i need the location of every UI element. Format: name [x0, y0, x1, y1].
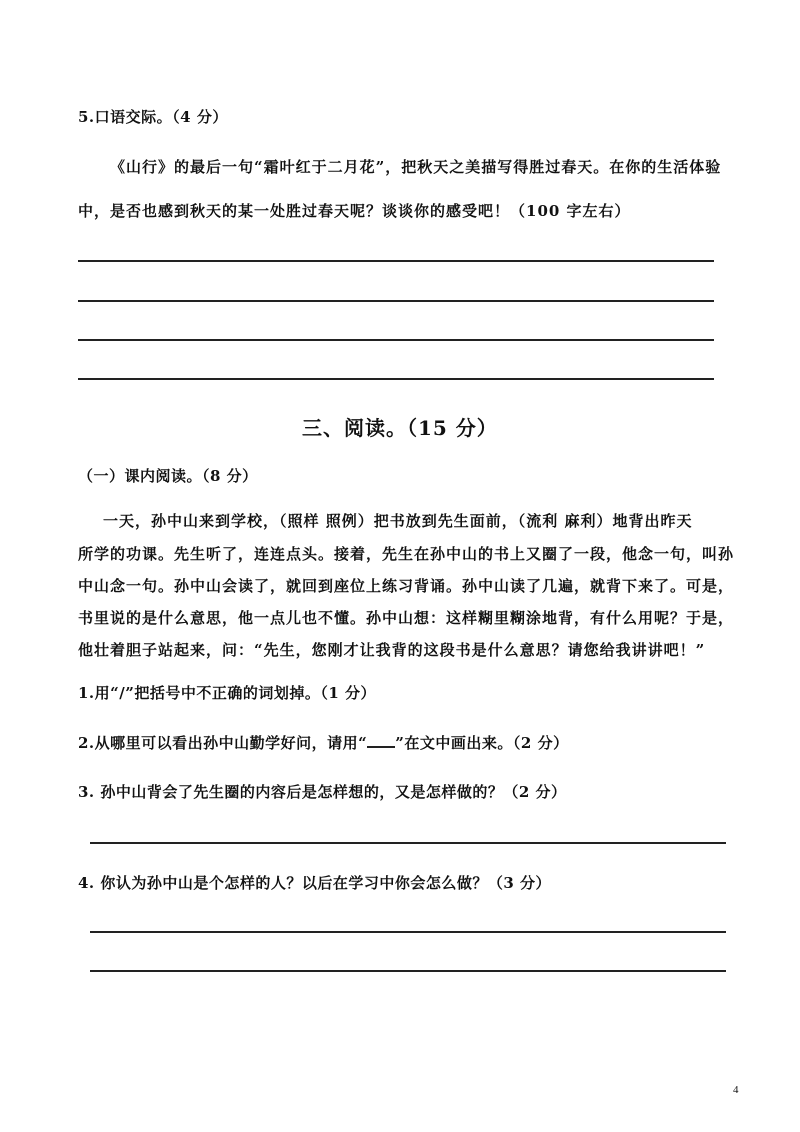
question-4: 4. 你认为孙中山是个怎样的人？以后在学习中你会怎么做？（3 分） [78, 874, 552, 892]
passage-line: 他壮着胆子站起来，问：“先生，您刚才让我背的这段书是什么意思？请您给我讲讲吧！” [78, 641, 706, 659]
question-1: 1.用“/”把括号中不正确的词划掉。（1 分） [78, 684, 377, 702]
underline-blank [367, 734, 395, 748]
question-2 [78, 732, 569, 753]
answer-line[interactable] [90, 970, 726, 972]
answer-line[interactable] [90, 842, 726, 844]
passage-line: 中山念一句。孙中山会读了，就回到座位上练习背诵。孙中山读了几遍，就背下来了。可是， [78, 577, 735, 595]
q5-title: 5.口语交际。（4 分） [78, 108, 228, 126]
passage-line: 一天，孙中山来到学校，（照样 照例）把书放到先生面前，（流利 麻利）地背出昨天 [103, 512, 693, 530]
answer-line[interactable] [90, 931, 726, 933]
page-number: 4 [733, 1084, 739, 1096]
passage-line: 书里说的是什么意思，他一点儿也不懂。孙中山想：这样糊里糊涂地背，有什么用呢？于是， [78, 609, 735, 627]
question-3: 3. 孙中山背会了先生圈的内容后是怎样想的，又是怎样做的？（2 分） [78, 783, 567, 801]
q5-prompt-line1: 《山行》的最后一句“霜叶红于二月花”，把秋天之美描写得胜过春天。在你的生活体验 [110, 158, 722, 176]
question-2-text-after: ”在文中画出来。（2 分） [395, 734, 569, 752]
passage-line: 所学的功课。先生听了，连连点头。接着，先生在孙中山的书上又圈了一段，他念一句，叫孙 [78, 545, 735, 563]
section-title: 三、阅读。（15 分） [302, 416, 498, 440]
answer-line[interactable] [78, 339, 714, 341]
answer-line[interactable] [78, 260, 714, 262]
answer-line[interactable] [78, 300, 714, 302]
part1-title: （一）课内阅读。（8 分） [78, 467, 258, 485]
q5-prompt-line2: 中，是否也感到秋天的某一处胜过春天呢？谈谈你的感受吧！（100 字左右） [78, 202, 631, 220]
question-2-text-before: 2.从哪里可以看出孙中山勤学好问，请用“ [78, 734, 368, 752]
answer-line[interactable] [78, 378, 714, 380]
